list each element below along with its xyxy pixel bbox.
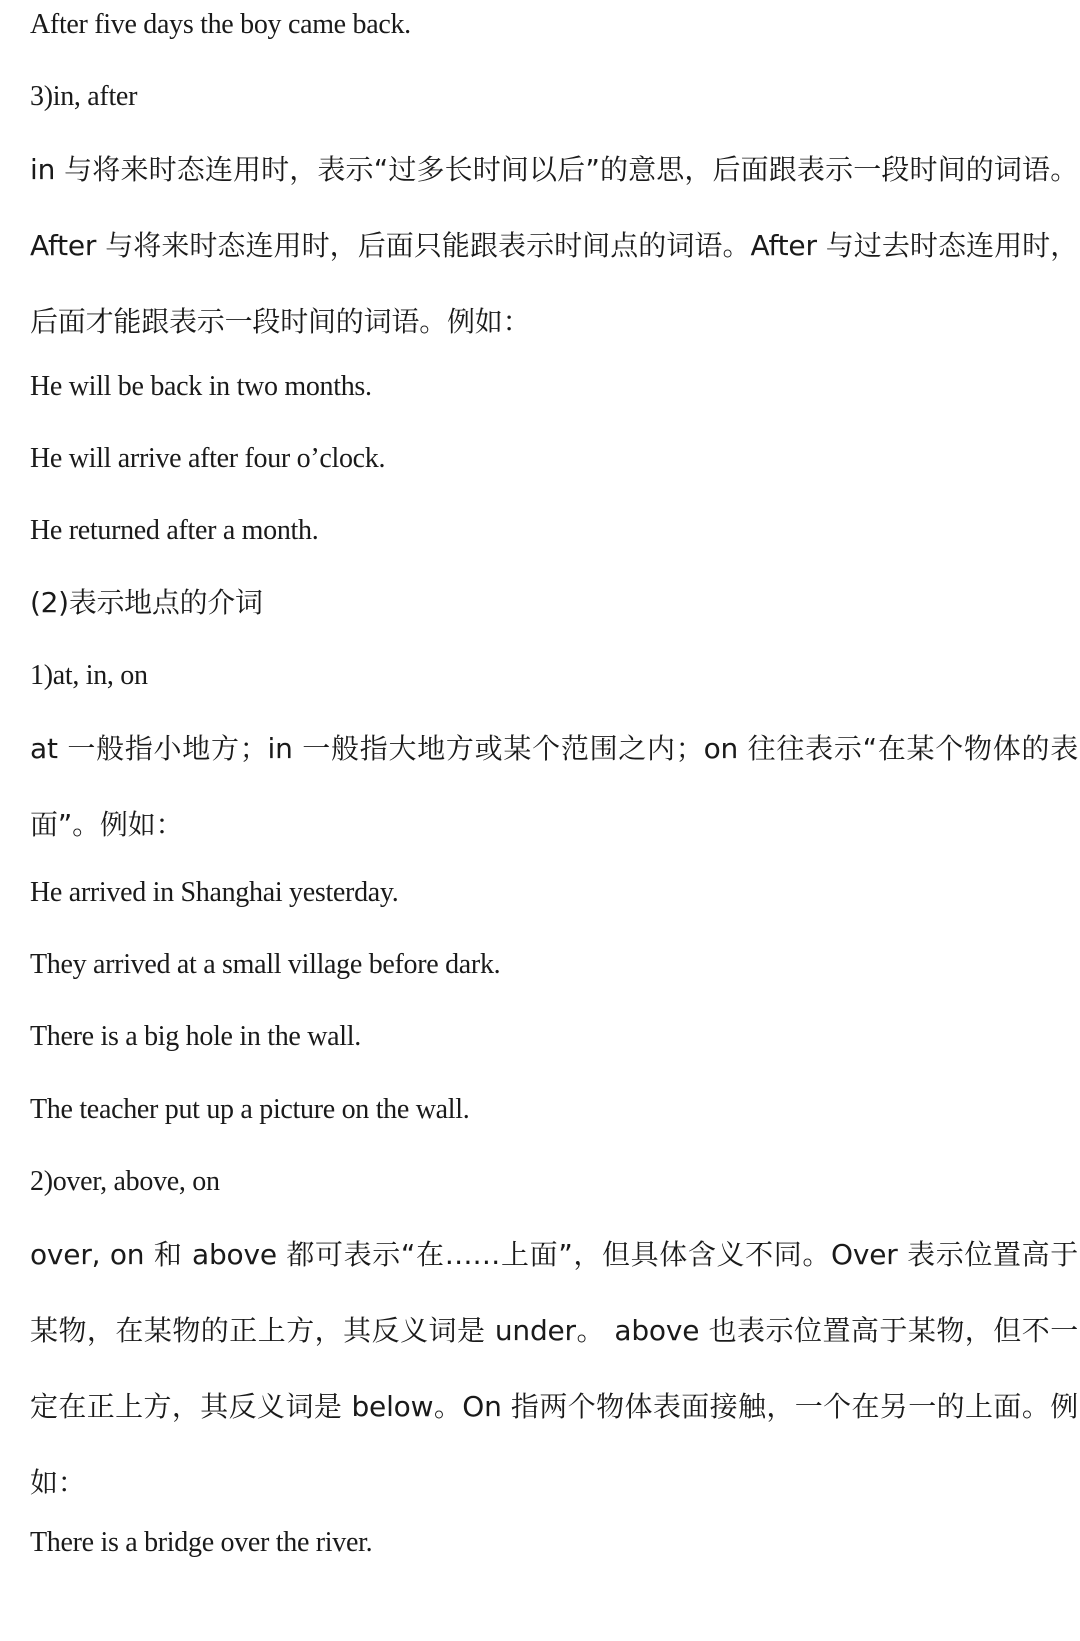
example-sentence: After five days the boy came back.: [30, 9, 411, 40]
example-sentence: The teacher put up a picture on the wall.: [30, 1094, 470, 1125]
explanation-paragraph: over, on 和 above 都可表示“在……上面”，但具体含义不同。Over 表示位置高于​某物，在某物的正上方，其反义词是 under。 above 也表示位置高于某物，但不​一定在正上方，其反义词是 below。On 指两个物体表面接触，一个在另一的上​面。例如：: [30, 1238, 1078, 1499]
explanation-paragraph: at 一般指小地方；in 一般指大地方或某个范围之内；on 往往表示“在某个物体的​表面”。例如：: [30, 732, 1078, 841]
explanation-paragraph: in 与将来时态连用时，表示“过多长时间以后”的意思，后面跟表示一段时间的​词语。After 与将来时态连用时，后面只能跟表示时间点的词语。After 与过去时​态连用时，后面才能跟表示一段时间的词语。例如：: [30, 153, 1078, 338]
subsection-heading: 2)over, above, on: [30, 1166, 220, 1197]
example-sentence: There is a bridge over the river.: [30, 1527, 373, 1558]
example-sentence: There is a big hole in the wall.: [30, 1021, 361, 1052]
section-heading: (2)表示地点的介词: [30, 586, 263, 619]
example-sentence: He returned after a month.: [30, 515, 319, 546]
example-sentence: He will arrive after four o’clock.: [30, 443, 386, 474]
subsection-heading: 3)in, after: [30, 81, 138, 112]
example-sentence: They arrived at a small village before dark.: [30, 949, 501, 980]
example-sentence: He arrived in Shanghai yesterday.: [30, 877, 399, 908]
subsection-heading: 1)at, in, on: [30, 660, 148, 691]
example-sentence: He will be back in two months.: [30, 371, 372, 402]
